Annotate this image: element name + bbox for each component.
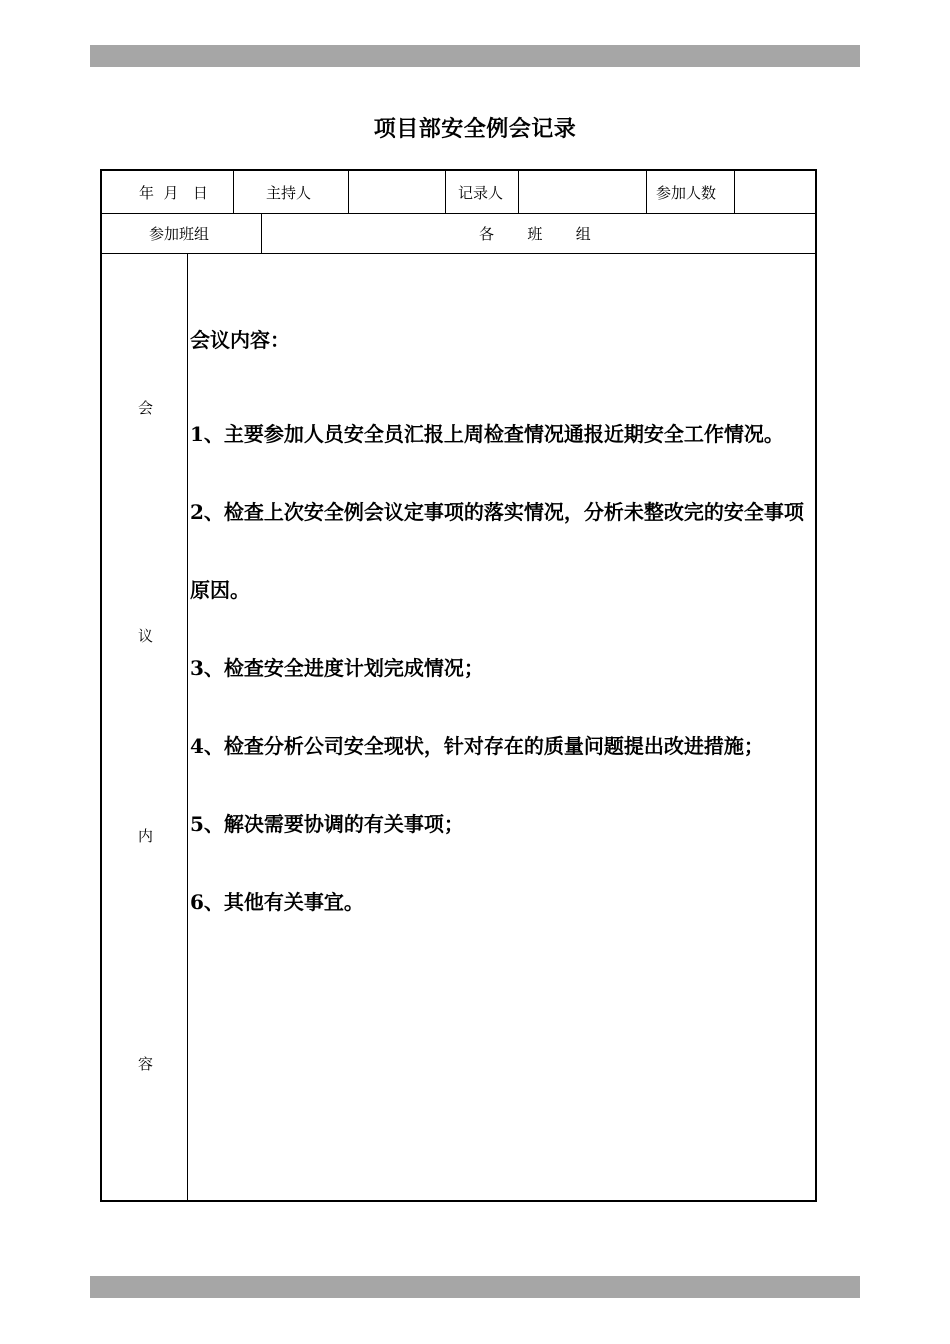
content-item: 2、检查上次安全例会议定事项的落实情况，分析未整改完的安全事项原因。 — [190, 500, 804, 602]
side-label-char: 内 — [138, 827, 154, 845]
side-label-char: 会 — [138, 399, 154, 417]
col-divider — [233, 171, 234, 213]
content-item: 4、检查分析公司安全现状，针对存在的质量问题提出改进措施； — [190, 734, 764, 758]
row-divider — [102, 213, 815, 214]
meeting-record-table — [100, 169, 817, 1202]
col-divider — [646, 171, 647, 213]
teams-value: 各 班 组 — [479, 225, 591, 243]
col-divider — [734, 171, 735, 213]
page-title: 项目部安全例会记录 — [373, 116, 577, 142]
meeting-content — [190, 323, 820, 941]
attendees-count-label: 参加人数 — [656, 184, 717, 202]
content-item: 3、检查安全进度计划完成情况； — [190, 656, 484, 680]
col-divider — [348, 171, 349, 213]
content-item: 5、解决需要协调的有关事项； — [190, 812, 464, 836]
col-divider — [518, 171, 519, 213]
row-divider — [102, 253, 815, 254]
side-label-char: 容 — [138, 1055, 154, 1073]
side-label-char: 议 — [138, 627, 154, 645]
col-divider — [261, 213, 262, 253]
recorder-label: 记录人 — [458, 184, 504, 202]
teams-label: 参加班组 — [149, 225, 210, 243]
header-bar — [90, 45, 860, 67]
host-label: 主持人 — [266, 184, 312, 202]
content-item: 1、主要参加人员安全员汇报上周检查情况通报近期安全工作情况。 — [190, 422, 784, 446]
footer-bar — [90, 1276, 860, 1298]
date-label: 年 月 日 — [139, 184, 208, 202]
content-item: 6、其他有关事宜。 — [190, 890, 364, 914]
col-divider — [187, 253, 188, 1200]
col-divider — [445, 171, 446, 213]
content-heading: 会议内容： — [190, 328, 290, 352]
